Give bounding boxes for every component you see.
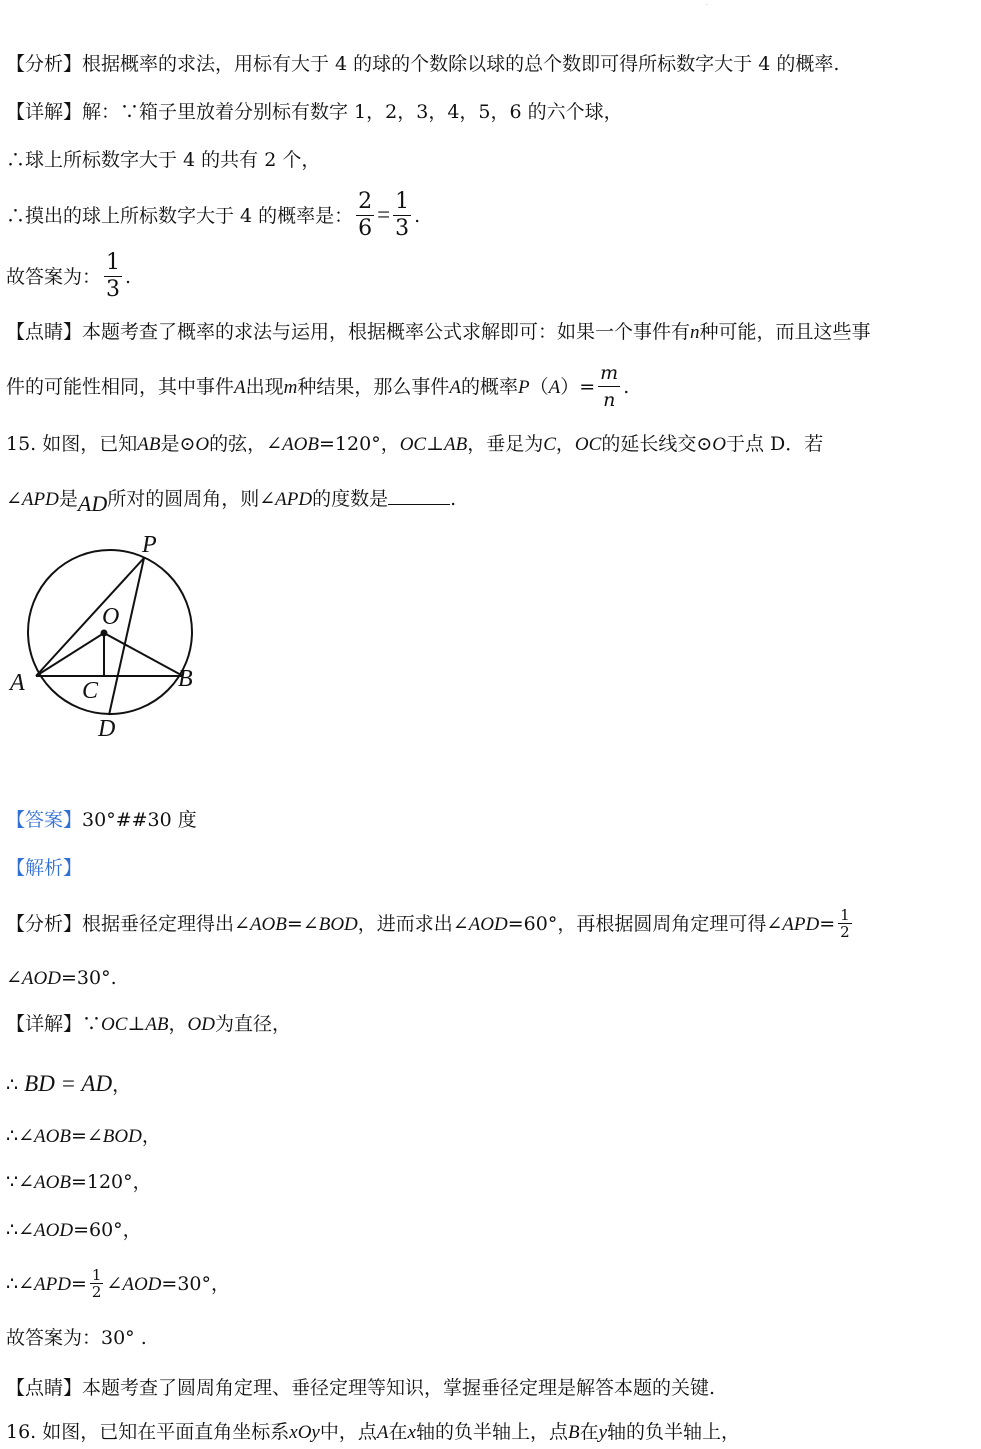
- q15-step1: [6, 1072, 131, 1097]
- step-text: ∴∠: [6, 1219, 35, 1241]
- var-A: A: [376, 1422, 389, 1443]
- label-A: A: [10, 670, 25, 696]
- step-text: ∴∠: [6, 1273, 35, 1295]
- var-AB: AB: [443, 434, 468, 455]
- var-A: A: [234, 377, 246, 398]
- stem-text: 的度数是: [312, 488, 389, 510]
- var-APD: APD: [34, 1274, 71, 1295]
- q15-stem: [6, 432, 823, 457]
- q14-comment: [6, 320, 871, 345]
- frac-numerator: 2: [358, 188, 373, 214]
- analysis-text: =∠: [286, 913, 319, 935]
- frac-denominator: 3: [395, 215, 410, 241]
- step-text: =120°，: [70, 1171, 152, 1193]
- q15-step4: [6, 1218, 142, 1243]
- analysis-text: =: [819, 913, 836, 935]
- stem-text: 轴的负半轴上，: [607, 1421, 741, 1443]
- detail-text: 为直径，: [215, 1013, 292, 1035]
- analysis-text: 根据垂径定理得出∠: [82, 913, 250, 935]
- detail-tag: 【详解】: [6, 101, 83, 123]
- label-O: O: [102, 604, 120, 630]
- arc-AD: AD: [77, 491, 108, 516]
- probability-fraction: [598, 360, 620, 413]
- var-xOy: xOy: [289, 1422, 320, 1443]
- stem-text: 所对的圆周角，则∠: [107, 488, 276, 510]
- frac-denominator: 2: [91, 1282, 102, 1301]
- stem-text: 在: [579, 1421, 599, 1443]
- answer-tag: 【答案】: [6, 809, 83, 831]
- stem-text: 如图，已知在平面直角坐标系: [42, 1421, 290, 1443]
- analysis-text: ，进而求出∠: [357, 913, 469, 935]
- question-number: 15.: [6, 433, 37, 455]
- corner-mark: ·: [706, 2, 708, 9]
- detail-text: 解：∵箱子里放着分别标有数字 1，2，3，4，5，6 的六个球，: [82, 101, 623, 123]
- q14-comment-line2: [6, 358, 629, 417]
- frac-denominator: 2: [840, 922, 850, 941]
- comment-text: 种结果，那么事件: [297, 376, 450, 398]
- stem-text: ∠: [6, 488, 22, 510]
- fraction-1-3: [393, 189, 411, 242]
- stem-text: 的弦，∠: [209, 433, 283, 455]
- q16-stem: [6, 1420, 740, 1445]
- var-x: x: [407, 1422, 416, 1443]
- var-BOD: BOD: [318, 914, 358, 935]
- detail-text: ∵: [82, 1013, 102, 1035]
- var-AB: AB: [137, 434, 161, 455]
- answer-prefix: 故答案为：: [6, 266, 102, 288]
- frac-numerator: 1: [106, 249, 121, 275]
- step-text: =∠: [70, 1125, 103, 1147]
- detail-text: ，: [168, 1013, 188, 1035]
- q15-detail: [6, 1012, 291, 1037]
- step-text: ∴∠: [6, 1125, 35, 1147]
- var-O: O: [195, 434, 210, 455]
- analysis-text: =60°，再根据圆周角定理可得∠: [507, 913, 783, 935]
- analysis-text: =30°.: [60, 967, 117, 989]
- q15-final: 故答案为：30° .: [6, 1327, 147, 1349]
- step-text: ∴: [6, 1074, 25, 1096]
- comment-text: 件的可能性相同，其中事件: [6, 376, 235, 398]
- analysis-tag: 【分析】: [6, 913, 83, 935]
- var-APD: APD: [782, 914, 820, 935]
- fraction-2-6: [356, 189, 374, 242]
- analysis-tag: 【分析】: [6, 53, 83, 75]
- comment-text: 种可能，而且这些事: [699, 321, 871, 343]
- label-C: C: [82, 678, 99, 704]
- stem-text: 在: [388, 1421, 408, 1443]
- var-AOD: AOD: [21, 968, 61, 989]
- stem-text: 于点 D．若: [725, 433, 824, 455]
- frac-numerator: m: [598, 360, 620, 387]
- var-y: y: [598, 1422, 608, 1443]
- var-AOD: AOD: [468, 914, 508, 935]
- var-OC: OC: [574, 434, 602, 455]
- explain-tag: 【解析】: [6, 857, 83, 879]
- answer-fraction: [104, 250, 122, 303]
- period: .: [450, 488, 457, 510]
- var-OD: OD: [187, 1014, 215, 1035]
- answer-text: 30°##30 度: [82, 809, 197, 831]
- stem-text: 如图，已知: [42, 433, 138, 455]
- stem-text: ，垂足为: [467, 433, 544, 455]
- q14-answer: [6, 250, 131, 305]
- var-n: n: [690, 322, 700, 343]
- comment-text: （: [529, 376, 549, 398]
- frac-numerator: 1: [840, 905, 850, 924]
- comment-text: ）=: [560, 376, 596, 398]
- var-O: O: [712, 434, 726, 455]
- var-B: B: [567, 1422, 580, 1443]
- label-D: D: [98, 716, 116, 740]
- step-text: ∠: [106, 1273, 123, 1295]
- var-OC: OC: [101, 1014, 128, 1035]
- var-A: A: [449, 377, 461, 398]
- answer-blank: [388, 486, 450, 505]
- q14-line2: ∴球上所标数字大于 4 的共有 2 个，: [6, 149, 321, 171]
- frac-numerator: 1: [91, 1265, 102, 1284]
- question-number: 16.: [6, 1421, 37, 1443]
- comment-text: 出现: [245, 376, 284, 398]
- detail-text: ⊥: [127, 1013, 146, 1035]
- q14-line3: [6, 188, 420, 244]
- q15-step2: [6, 1124, 161, 1149]
- var-AOB: AOB: [34, 1126, 71, 1147]
- q15-explain-tag: [6, 856, 82, 880]
- half-fraction: [90, 1267, 104, 1300]
- circle-figure: [6, 530, 206, 740]
- center-point: [101, 630, 108, 637]
- var-OC: OC: [399, 434, 427, 455]
- var-AOD: AOD: [34, 1220, 74, 1241]
- var-m: m: [283, 377, 298, 398]
- q14-detail: [6, 100, 623, 124]
- comment-text: 的概率: [461, 376, 519, 398]
- q15-analysis-line2: [6, 966, 117, 991]
- q15-comment: [6, 1376, 715, 1400]
- step-text: =30°，: [161, 1273, 231, 1295]
- var-AB: AB: [145, 1014, 169, 1035]
- label-P: P: [142, 532, 157, 558]
- stem-text: 的延长线交⊙: [601, 433, 713, 455]
- q15-step3: [6, 1170, 152, 1195]
- half-fraction: [838, 907, 852, 940]
- q15-stem-line2: [6, 486, 457, 516]
- q15-step5: [6, 1262, 230, 1307]
- q14-analysis: [6, 52, 839, 76]
- segment-AP: [36, 558, 144, 676]
- period: .: [623, 376, 630, 398]
- stem-text: 轴的负半轴上，点: [415, 1421, 568, 1443]
- var-AOB: AOB: [34, 1172, 71, 1193]
- stem-text: 是⊙: [160, 433, 196, 455]
- step-text: ，: [112, 1074, 132, 1096]
- var-APD: APD: [21, 489, 59, 510]
- segment-OB: [104, 633, 183, 676]
- frac-denominator: n: [603, 388, 616, 411]
- var-AOD: AOD: [122, 1274, 162, 1295]
- step-text: =60°，: [73, 1219, 142, 1241]
- var-AOB: AOB: [249, 914, 287, 935]
- equals-sign: =: [377, 202, 391, 227]
- analysis-text: 根据概率的求法，用标有大于 4 的球的个数除以球的总个数即可得所标数字大于 4 的概率.: [82, 53, 840, 75]
- analysis-text: ∠: [6, 967, 22, 989]
- var-AOB: AOB: [282, 434, 320, 455]
- arc-equation: BD = AD: [24, 1071, 113, 1096]
- period: .: [414, 205, 421, 227]
- frac-denominator: 6: [358, 215, 373, 241]
- stem-text: ，: [555, 433, 575, 455]
- step-text: ，: [141, 1125, 161, 1147]
- detail-tag: 【详解】: [6, 1013, 83, 1035]
- q15-analysis: [6, 902, 855, 947]
- step-text: ∵∠: [6, 1171, 35, 1193]
- var-BOD: BOD: [102, 1126, 142, 1147]
- frac-denominator: 3: [106, 276, 121, 302]
- segment-PD: [109, 558, 144, 715]
- label-B: B: [178, 666, 193, 692]
- var-A: A: [548, 377, 561, 398]
- frac-numerator: 1: [395, 188, 410, 214]
- comment-text: 本题考查了圆周角定理、垂径定理等知识，掌握垂径定理是解答本题的关键.: [82, 1377, 716, 1399]
- line3-prefix: ∴摸出的球上所标数字大于 4 的概率是：: [6, 205, 354, 227]
- var-P: P: [518, 377, 530, 398]
- circle-O: [28, 550, 192, 714]
- q15-answer: [6, 808, 197, 832]
- stem-text: =120°，: [319, 433, 400, 455]
- var-C: C: [543, 434, 556, 455]
- comment-tag: 【点睛】: [6, 321, 83, 343]
- comment-text: 本题考查了概率的求法与运用，根据概率公式求解即可：如果一个事件有: [82, 321, 691, 343]
- period: .: [125, 266, 132, 288]
- var-APD: APD: [275, 489, 313, 510]
- step-text: =: [70, 1273, 87, 1295]
- stem-text: ⊥: [426, 433, 444, 455]
- stem-text: 中，点: [319, 1421, 377, 1443]
- stem-text: 是: [58, 488, 78, 510]
- comment-tag: 【点睛】: [6, 1377, 83, 1399]
